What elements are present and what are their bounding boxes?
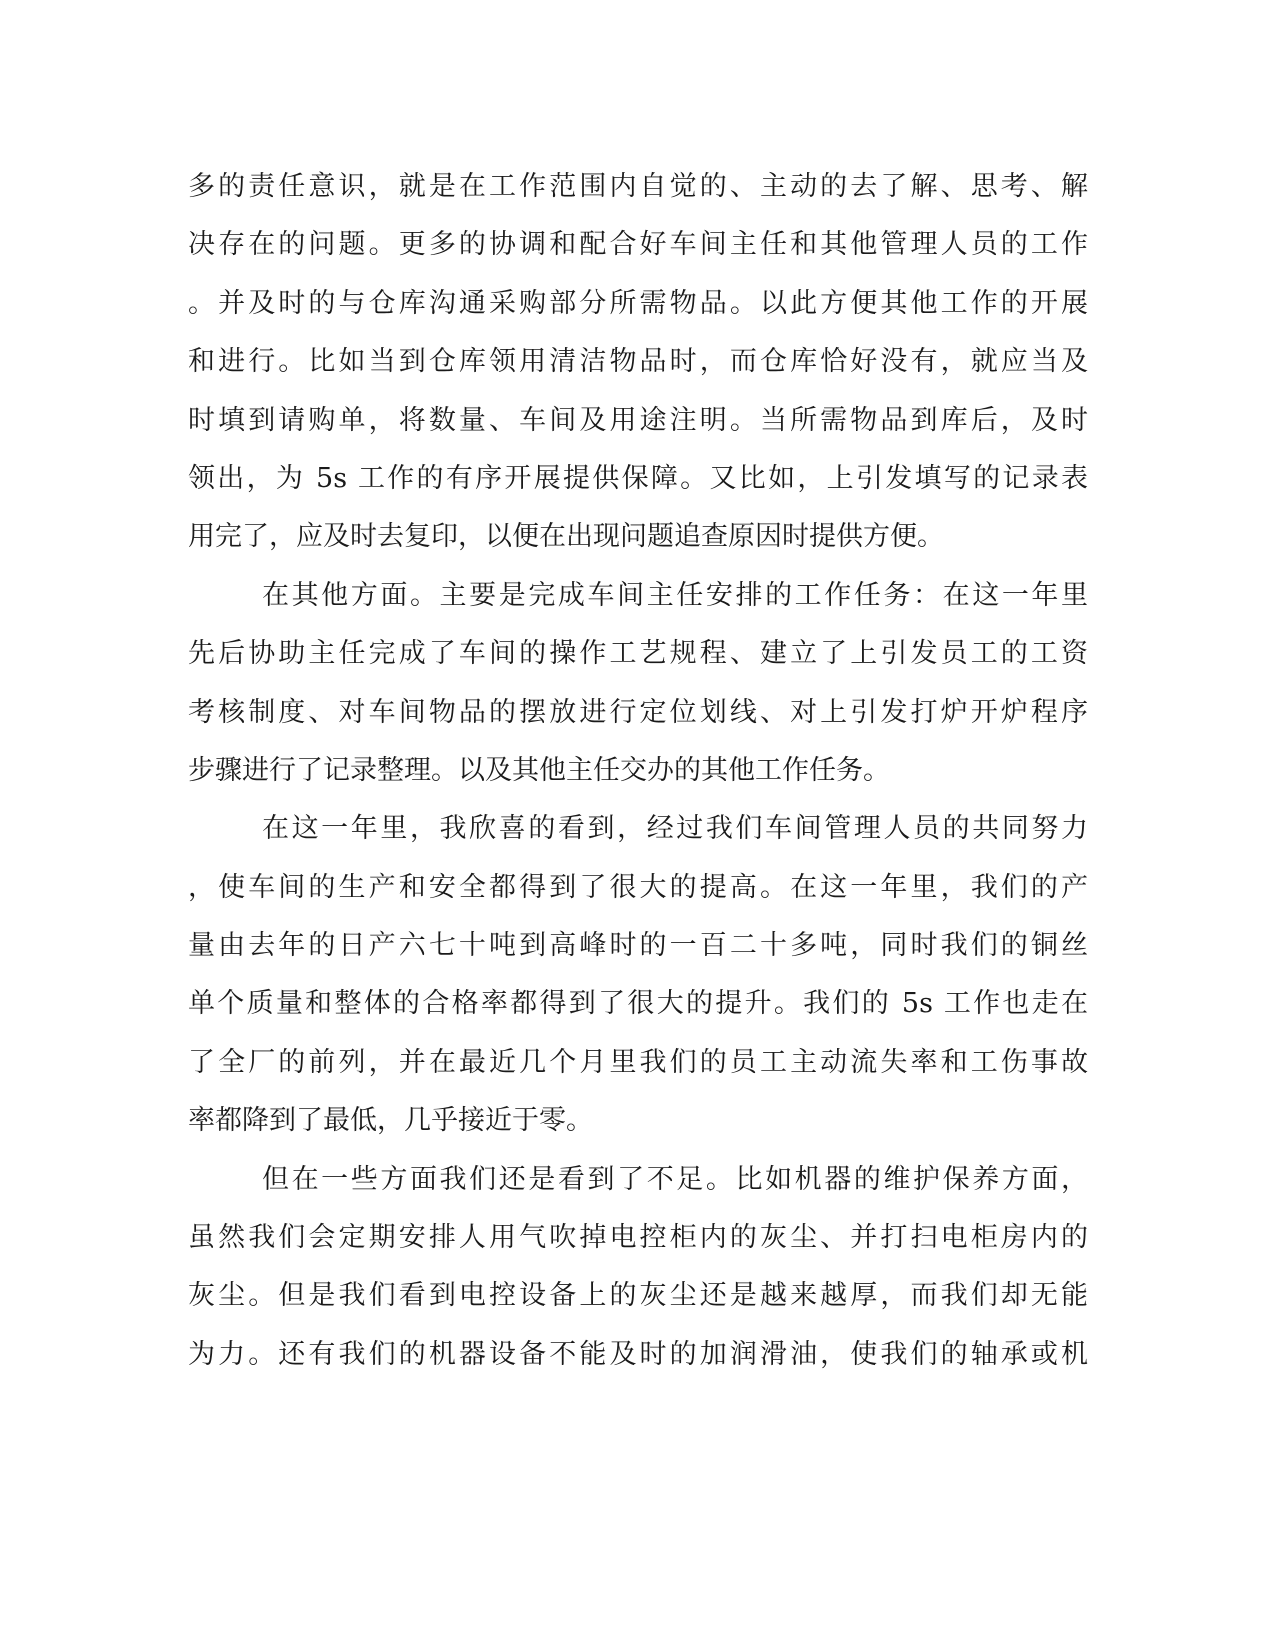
text-line: 时填到请购单，将数量、车间及用途注明。当所需物品到库后，及时 [188, 404, 1088, 436]
text-line: 先后协助主任完成了车间的操作工艺规程、建立了上引发员工的工资 [188, 638, 1088, 670]
document-body [188, 158, 1088, 1384]
text-line: 决存在的问题。更多的协调和配合好车间主任和其他管理人员的工作 [188, 229, 1088, 261]
text-line: 。并及时的与仓库沟通采购部分所需物品。以此方便其他工作的开展 [188, 287, 1088, 319]
text-line: 为力。还有我们的机器设备不能及时的加润滑油，使我们的轴承或机 [188, 1338, 1088, 1370]
paragraph-first-line: 在其他方面。主要是完成车间主任安排的工作任务：在这一年里 [262, 579, 1088, 611]
text-line: 量由去年的日产六七十吨到高峰时的一百二十多吨，同时我们的铜丝 [188, 930, 1088, 962]
paragraph-first-line: 在这一年里，我欣喜的看到，经过我们车间管理人员的共同努力 [262, 813, 1088, 845]
text-line: 灰尘。但是我们看到电控设备上的灰尘还是越来越厚，而我们却无能 [188, 1280, 1088, 1312]
text-line: 考核制度、对车间物品的摆放进行定位划线、对上引发打炉开炉程序 [188, 696, 1088, 728]
text-line: ，使车间的生产和安全都得到了很大的提高。在这一年里，我们的产 [188, 871, 1088, 903]
text-line: 步骤进行了记录整理。以及其他主任交办的其他工作任务。 [188, 754, 890, 786]
text-line: 了全厂的前列，并在最近几个月里我们的员工主动流失率和工伤事故 [188, 1046, 1088, 1078]
text-line: 和进行。比如当到仓库领用清洁物品时，而仓库恰好没有，就应当及 [188, 346, 1088, 378]
text-line: 虽然我们会定期安排人用气吹掉电控柜内的灰尘、并打扫电柜房内的 [188, 1222, 1088, 1254]
text-line: 率都降到了最低，几乎接近于零。 [188, 1105, 593, 1137]
text-line: 领出，为 5s 工作的有序开展提供保障。又比如，上引发填写的记录表 [188, 462, 1088, 494]
text-line: 多的责任意识，就是在工作范围内自觉的、主动的去了解、思考、解 [188, 171, 1088, 202]
paragraph-first-line: 但在一些方面我们还是看到了不足。比如机器的维护保养方面， [262, 1163, 1088, 1195]
text-line: 用完了，应及时去复印，以便在出现问题追查原因时提供方便。 [188, 521, 944, 553]
text-line: 单个质量和整体的合格率都得到了很大的提升。我们的 5s 工作也走在 [188, 988, 1088, 1020]
